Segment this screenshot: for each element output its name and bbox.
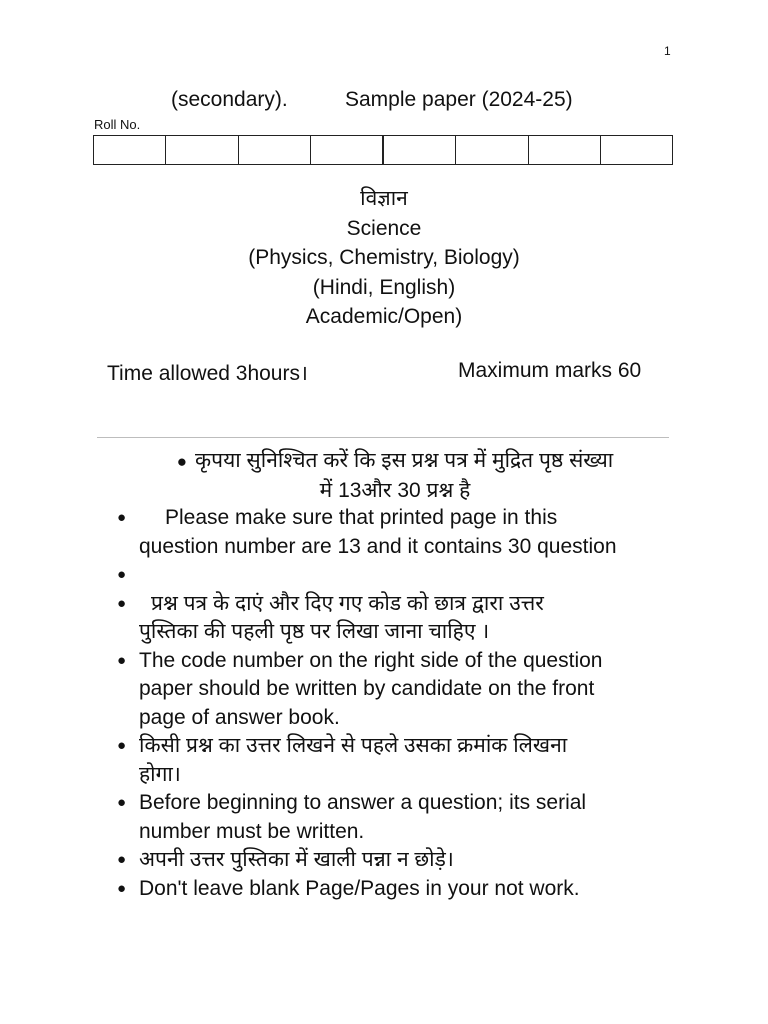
bullet-icon: ● bbox=[117, 594, 127, 612]
instruction-text: Please make sure that printed page in this bbox=[165, 506, 558, 529]
time-allowed: Time allowed 3hours। bbox=[107, 362, 308, 385]
subject-english: Science bbox=[346, 216, 422, 240]
roll-number-box[interactable] bbox=[601, 136, 672, 164]
bullet-icon: ● bbox=[117, 851, 127, 868]
instruction-text: Don't leave blank Page/Pages in your not work. bbox=[139, 876, 580, 900]
instructions-list bbox=[112, 504, 692, 903]
instruction-text: अपनी उत्तर पुस्तिका में खाली पन्ना न छोड़े। bbox=[139, 848, 454, 871]
roll-number-box[interactable] bbox=[239, 136, 311, 164]
roll-number-boxes[interactable] bbox=[93, 135, 673, 165]
instruction-text: page of answer book. bbox=[139, 705, 340, 729]
roll-number-box[interactable] bbox=[456, 136, 528, 164]
bullet-icon: ● bbox=[117, 651, 127, 669]
instruction-text: प्रश्न पत्र के दाएं और दिए गए कोड को छात्र द्वारा उत्तर bbox=[151, 591, 544, 615]
maximum-marks: Maximum marks 60 bbox=[458, 359, 642, 382]
instruction-english-3 bbox=[112, 789, 692, 846]
subject-branches: (Physics, Chemistry, Biology) bbox=[248, 246, 520, 269]
subject-mode: Academic/Open) bbox=[305, 305, 463, 328]
instruction-english-4 bbox=[112, 875, 692, 904]
roll-number-box[interactable] bbox=[529, 136, 601, 164]
subject-block bbox=[0, 184, 768, 332]
instruction-text: question number are 13 and it contains 30 question bbox=[139, 534, 617, 558]
exam-level: (secondary). bbox=[171, 88, 288, 111]
instruction-text: कृपया सुनिश्चित करें कि इस प्रश्न पत्र में मुद्रित पृष्ठ संख्या bbox=[195, 449, 614, 472]
instruction-text: होगा। bbox=[139, 762, 181, 786]
instruction-text: पुस्तिका की पहली पृष्ठ पर लिखा जाना चाहिए । bbox=[139, 620, 490, 643]
instruction-english-2 bbox=[112, 647, 692, 733]
instruction-empty bbox=[112, 561, 692, 590]
instruction-hindi-4 bbox=[112, 846, 692, 875]
subject-hindi: विज्ञान bbox=[360, 187, 408, 210]
instruction-text: किसी प्रश्न का उत्तर लिखने से पहले उसका क्रमांक लिखना bbox=[139, 734, 568, 757]
divider bbox=[97, 437, 669, 438]
page-number: 1 bbox=[664, 44, 671, 58]
bullet-icon: ● bbox=[117, 794, 127, 811]
roll-number-box[interactable] bbox=[311, 136, 384, 164]
roll-number-box[interactable] bbox=[166, 136, 238, 164]
instruction-text: The code number on the right side of the question bbox=[139, 648, 603, 672]
bullet-icon: ● bbox=[117, 509, 127, 526]
bullet-icon: ● bbox=[117, 737, 127, 754]
bullet-icon: ● bbox=[117, 879, 127, 897]
roll-number-box[interactable] bbox=[94, 136, 166, 164]
instruction-text: Before beginning to answer a question; its serial bbox=[139, 791, 587, 814]
roll-number-box[interactable] bbox=[384, 136, 456, 164]
roll-number-label: Roll No. bbox=[94, 117, 141, 132]
instruction-english-1 bbox=[112, 504, 692, 561]
instruction-hindi-3 bbox=[112, 732, 692, 789]
instruction-text: paper should be written by candidate on the front bbox=[139, 677, 595, 700]
paper-title: Sample paper (2024-25) bbox=[345, 88, 573, 111]
instruction-text: में 13और 30 प्रश्न है bbox=[319, 479, 471, 502]
instruction-text: number must be written. bbox=[139, 819, 365, 843]
subject-languages: (Hindi, English) bbox=[312, 275, 456, 299]
bullet-icon: ● bbox=[176, 452, 188, 471]
bullet-icon: ● bbox=[117, 566, 127, 583]
instruction-hindi-2 bbox=[112, 590, 692, 647]
instruction-hindi-1 bbox=[100, 446, 690, 505]
